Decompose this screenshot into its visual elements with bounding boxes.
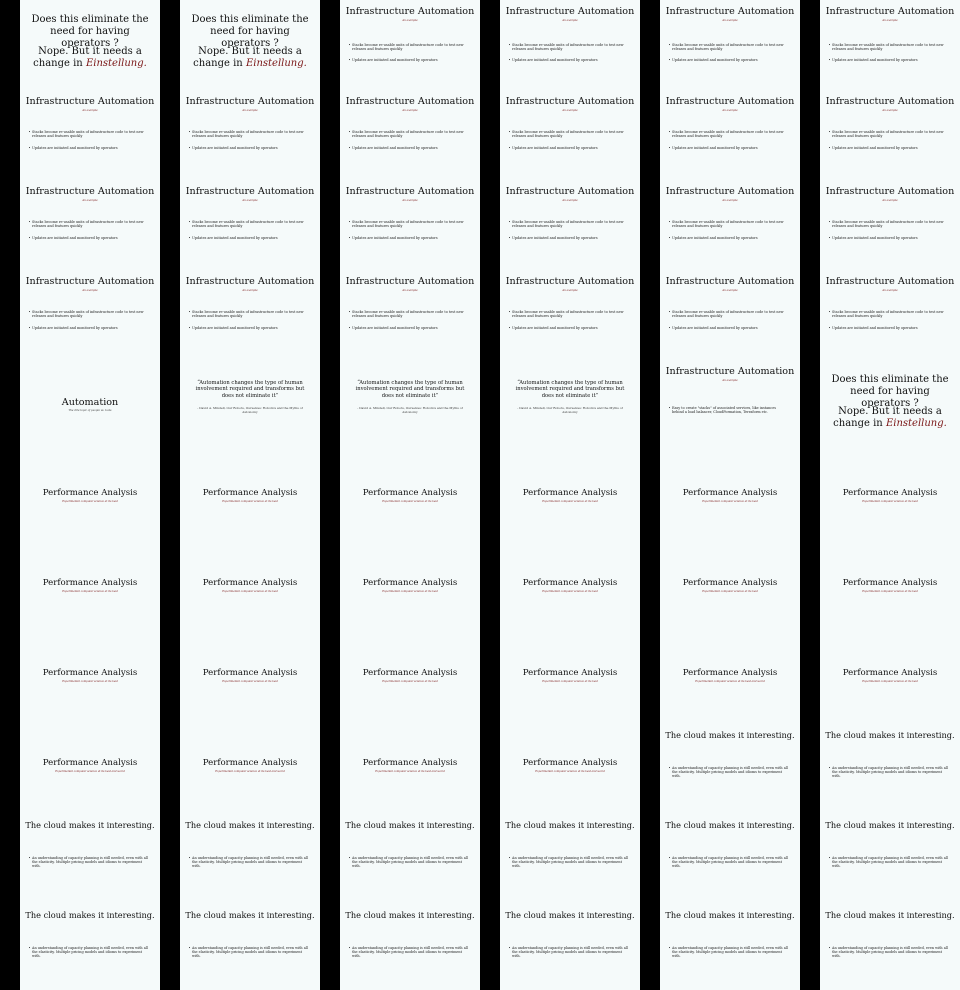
slide-title: Performance Analysis — [42, 668, 138, 678]
quote-text: “Automation changes the type of human involvement required and transforms but does not eliminate it” — [355, 380, 465, 399]
slide-subtitle: An example — [882, 289, 898, 292]
slide-title: Automation — [61, 397, 119, 408]
slide-title: Infrastructure Automation — [505, 276, 635, 287]
slide-subtitle: An example — [242, 199, 258, 202]
slide-title: The cloud makes it interesting. — [665, 910, 795, 920]
slide-infra[interactable] — [180, 90, 320, 180]
slide-infra[interactable] — [660, 360, 800, 450]
slide-bullet: • Stacks become re-usable units of infrastructure code to test new releases and features quickly — [32, 220, 148, 228]
slide-subtitle: Experimental computer science at its best — [222, 590, 278, 593]
quote-source: - David A. Mindell, Our Robots, Ourselves: Robotics and the Myths of Autonomy — [517, 406, 623, 414]
slide-bullet: • An understanding of capacity planning is still needed, even with all the elasticity. Multiple pricing models and idioms to experiment with. — [32, 946, 148, 958]
slide-cloud[interactable] — [340, 810, 480, 900]
slide-subtitle: Experimental computer science at its best — [542, 590, 598, 593]
slide-title: Infrastructure Automation — [825, 6, 955, 17]
slide-subtitle: An example — [722, 289, 738, 292]
slide-infra[interactable] — [820, 0, 960, 90]
slide-infra[interactable] — [340, 180, 480, 270]
slide-title: Infrastructure Automation — [665, 96, 795, 107]
slide-bullet: • Stacks become re-usable units of infrastructure code to test new releases and features quickly — [192, 310, 308, 318]
slide-subtitle: An example — [402, 109, 418, 112]
slide-bullet: • Stacks become re-usable units of infrastructure code to test new releases and features quickly — [192, 130, 308, 138]
slide-title: Infrastructure Automation — [25, 276, 155, 287]
slide-title: Performance Analysis — [362, 668, 458, 678]
slide-subtitle: An example — [82, 289, 98, 292]
slide-title: Infrastructure Automation — [25, 96, 155, 107]
slide-subtitle: An example — [722, 379, 738, 382]
slide-bullet: • Updates are initiated and monitored by operators — [672, 236, 788, 240]
slide-subtitle: Experimental computer science at its best — [62, 680, 118, 683]
slide-bullet: • Stacks become re-usable units of infrastructure code to test new releases and features quickly — [192, 220, 308, 228]
slide-subtitle: An example — [562, 289, 578, 292]
slide-subtitle: An example — [882, 19, 898, 22]
slide-perf[interactable] — [820, 450, 960, 540]
slide-infra[interactable] — [340, 90, 480, 180]
slide-subtitle: Experimental computer science at its best — [542, 500, 598, 503]
slide-title: Performance Analysis — [522, 578, 618, 588]
slide-subtitle: Experimental computer science at its best and worst — [695, 680, 765, 683]
slide-subtitle: An example — [242, 289, 258, 292]
slide-perf[interactable] — [660, 450, 800, 540]
slide-bullet: • Updates are initiated and monitored by operators — [352, 326, 468, 330]
slide-title: Performance Analysis — [682, 488, 778, 498]
slide-subtitle: Experimental computer science at its best — [382, 590, 438, 593]
slide-title: Does this eliminate the need for having operators ? — [191, 14, 309, 49]
slide-title: Performance Analysis — [522, 758, 618, 768]
quote-source: - David A. Mindell, Our Robots, Ourselves: Robotics and the Myths of Autonomy — [197, 406, 303, 414]
column-2 — [180, 0, 320, 990]
slide-perf[interactable] — [340, 450, 480, 540]
slide-title: Infrastructure Automation — [505, 186, 635, 197]
slide-perf[interactable] — [20, 630, 160, 720]
slide-bullet: • Stacks become re-usable units of infrastructure code to test new releases and features quickly — [832, 43, 948, 51]
slide-perf[interactable] — [20, 720, 160, 810]
slide-cloud[interactable] — [500, 900, 640, 990]
slide-title: Infrastructure Automation — [25, 186, 155, 197]
slide-title: Infrastructure Automation — [505, 96, 635, 107]
slide-title: Performance Analysis — [682, 668, 778, 678]
slide-bullet: • Updates are initiated and monitored by operators — [672, 326, 788, 330]
slide-cloud[interactable] — [20, 810, 160, 900]
slide-title: Performance Analysis — [362, 578, 458, 588]
slide-cloud[interactable] — [20, 900, 160, 990]
slide-title: Performance Analysis — [362, 758, 458, 768]
slide-title: Does this eliminate the need for having operators ? — [31, 14, 149, 49]
slide-bullet: • Stacks become re-usable units of infrastructure code to test new releases and features quickly — [32, 130, 148, 138]
slide-bullet: • An understanding of capacity planning is still needed, even with all the elasticity. Multiple pricing models and idioms to experiment with. — [832, 856, 948, 868]
slide-infra[interactable] — [820, 270, 960, 360]
slide-title: Infrastructure Automation — [665, 186, 795, 197]
slide-bullet: • Stacks become re-usable units of infrastructure code to test new releases and features quickly — [352, 130, 468, 138]
slide-bullet: • Stacks become re-usable units of infrastructure code to test new releases and features quickly — [672, 43, 788, 51]
slide-title: Performance Analysis — [42, 758, 138, 768]
slide-cloud[interactable] — [180, 810, 320, 900]
slide-answer: Nope. But it needs a change in Einstellung. — [33, 46, 147, 69]
slide-cloud[interactable] — [660, 810, 800, 900]
column-6 — [820, 0, 960, 990]
slide-subtitle: Experimental computer science at its best and worst — [55, 770, 125, 773]
slide-title: Performance Analysis — [42, 488, 138, 498]
slide-title: The cloud makes it interesting. — [825, 910, 955, 920]
slide-subtitle: The dire topic of people vs. tools — [68, 409, 112, 412]
slide-perf[interactable] — [180, 630, 320, 720]
slide-title: Performance Analysis — [522, 488, 618, 498]
slide-infra[interactable] — [180, 180, 320, 270]
slide-perf[interactable] — [180, 720, 320, 810]
slide-infra[interactable] — [340, 270, 480, 360]
slide-bullet: • An understanding of capacity planning is still needed, even with all the elasticity. Multiple pricing models and idioms to experiment with. — [672, 946, 788, 958]
slide-title: The cloud makes it interesting. — [505, 820, 635, 830]
slide-subtitle: Experimental computer science at its best and worst — [535, 770, 605, 773]
slide-cloud[interactable] — [660, 900, 800, 990]
slide-bullet: • An understanding of capacity planning is still needed, even with all the elasticity. Multiple pricing models and idioms to experiment with. — [832, 946, 948, 958]
slide-quote[interactable] — [180, 360, 320, 450]
slide-subtitle: Experimental computer science at its best — [62, 590, 118, 593]
slide-cloud[interactable] — [340, 900, 480, 990]
slide-infra[interactable] — [340, 0, 480, 90]
slide-cloud[interactable] — [820, 810, 960, 900]
slide-subtitle: Experimental computer science at its best — [542, 680, 598, 683]
slide-title: The cloud makes it interesting. — [345, 820, 475, 830]
slide-subtitle: An example — [562, 109, 578, 112]
slide-title: Infrastructure Automation — [345, 186, 475, 197]
slide-subtitle: An example — [722, 19, 738, 22]
column-5 — [660, 0, 800, 990]
slide-title: The cloud makes it interesting. — [825, 820, 955, 830]
slide-infra[interactable] — [820, 90, 960, 180]
slide-subtitle: An example — [402, 289, 418, 292]
slide-bullet: • An understanding of capacity planning is still needed, even with all the elasticity. Multiple pricing models and idioms to experiment with. — [352, 946, 468, 958]
slide-title: The cloud makes it interesting. — [505, 910, 635, 920]
slide-bullet: • Updates are initiated and monitored by operators — [832, 146, 948, 150]
slide-title: The cloud makes it interesting. — [345, 910, 475, 920]
slide-perf[interactable] — [180, 450, 320, 540]
slide-bullet: • Updates are initiated and monitored by operators — [192, 326, 308, 330]
slide-bullet: • Updates are initiated and monitored by operators — [32, 326, 148, 330]
slide-subtitle: Experimental computer science at its best — [382, 680, 438, 683]
slide-subtitle: Experimental computer science at its best — [702, 500, 758, 503]
slide-cloud[interactable] — [820, 720, 960, 810]
slide-bullet: • Stacks become re-usable units of infrastructure code to test new releases and features quickly — [512, 130, 628, 138]
slide-subtitle: Experimental computer science at its best and worst — [375, 770, 445, 773]
slide-question[interactable] — [20, 0, 160, 90]
slide-subtitle: Experimental computer science at its best — [862, 680, 918, 683]
slide-subtitle: An example — [402, 19, 418, 22]
slide-title: The cloud makes it interesting. — [825, 730, 955, 740]
slide-title: Performance Analysis — [362, 488, 458, 498]
slide-bullet: • Updates are initiated and monitored by operators — [32, 236, 148, 240]
slide-infra[interactable] — [820, 180, 960, 270]
slide-perf[interactable] — [340, 630, 480, 720]
quote-text: “Automation changes the type of human involvement required and transforms but does not eliminate it” — [195, 380, 305, 399]
slide-title: Performance Analysis — [522, 668, 618, 678]
slide-bullet: • Stacks become re-usable units of infrastructure code to test new releases and features quickly — [512, 310, 628, 318]
slide-bullet: • An understanding of capacity planning is still needed, even with all the elasticity. Multiple pricing models and idioms to experiment with. — [192, 946, 308, 958]
slide-subtitle: An example — [722, 109, 738, 112]
slide-title: Infrastructure Automation — [825, 276, 955, 287]
slide-bullet: • Updates are initiated and monitored by operators — [672, 146, 788, 150]
slide-bullet: • An understanding of capacity planning is still needed, even with all the elasticity. Multiple pricing models and idioms to experiment with. — [672, 856, 788, 868]
slide-infra[interactable] — [660, 270, 800, 360]
slide-bullet: • Updates are initiated and monitored by operators — [32, 146, 148, 150]
slide-bullet: • Stacks become re-usable units of infrastructure code to test new releases and features quickly — [32, 310, 148, 318]
slide-bullet: • Stacks become re-usable units of infrastructure code to test new releases and features quickly — [832, 310, 948, 318]
slide-bullet: • Updates are initiated and monitored by operators — [352, 236, 468, 240]
slide-bullet: • Stacks become re-usable units of infrastructure code to test new releases and features quickly — [512, 43, 628, 51]
quote-text: “Automation changes the type of human involvement required and transforms but does not eliminate it” — [515, 380, 625, 399]
slide-perf[interactable] — [500, 630, 640, 720]
slide-title: Infrastructure Automation — [345, 6, 475, 17]
column-1 — [20, 0, 160, 990]
slide-infra[interactable] — [20, 270, 160, 360]
slide-title: Performance Analysis — [42, 578, 138, 588]
slide-bullet: • Stacks become re-usable units of infrastructure code to test new releases and features quickly — [352, 220, 468, 228]
slide-cloud[interactable] — [820, 900, 960, 990]
slide-cloud[interactable] — [660, 720, 800, 810]
slide-bullet: • Updates are initiated and monitored by operators — [352, 146, 468, 150]
slide-perf[interactable] — [180, 540, 320, 630]
slide-title: Performance Analysis — [682, 578, 778, 588]
slide-title: Infrastructure Automation — [505, 6, 635, 17]
slide-bullet: • Easy to create "stacks" of associated services, like instances behind a load balancer, CloudFormation, Terraform etc. — [672, 406, 788, 414]
slide-perf[interactable] — [340, 540, 480, 630]
slide-bullet: • Updates are initiated and monitored by operators — [512, 326, 628, 330]
slide-bullet: • An understanding of capacity planning is still needed, even with all the elasticity. Multiple pricing models and idioms to experiment with. — [352, 856, 468, 868]
slide-title: The cloud makes it interesting. — [185, 910, 315, 920]
slide-subtitle: An example — [82, 199, 98, 202]
slide-perf[interactable] — [500, 540, 640, 630]
slide-bullet: • An understanding of capacity planning is still needed, even with all the elasticity. Multiple pricing models and idioms to experiment with. — [32, 856, 148, 868]
slide-subtitle: Experimental computer science at its best — [222, 680, 278, 683]
slide-perf[interactable] — [20, 450, 160, 540]
slide-bullet: • An understanding of capacity planning is still needed, even with all the elasticity. Multiple pricing models and idioms to experiment with. — [192, 856, 308, 868]
slide-cloud[interactable] — [500, 810, 640, 900]
slide-perf[interactable] — [660, 630, 800, 720]
slide-bullet: • Stacks become re-usable units of infrastructure code to test new releases and features quickly — [832, 220, 948, 228]
slide-title: Performance Analysis — [202, 758, 298, 768]
slide-bullet: • Updates are initiated and monitored by operators — [352, 58, 468, 62]
slide-title: Infrastructure Automation — [185, 276, 315, 287]
slide-bullet: • Stacks become re-usable units of infrastructure code to test new releases and features quickly — [672, 220, 788, 228]
slide-subtitle: Experimental computer science at its best — [62, 500, 118, 503]
slide-perf[interactable] — [500, 450, 640, 540]
slide-bullet: • Stacks become re-usable units of infrastructure code to test new releases and features quickly — [352, 43, 468, 51]
slide-quote[interactable] — [500, 360, 640, 450]
slide-title: The cloud makes it interesting. — [665, 820, 795, 830]
slide-answer: Nope. But it needs a change in Einstellung. — [833, 406, 947, 429]
slide-perf[interactable] — [820, 630, 960, 720]
slide-subtitle: An example — [882, 109, 898, 112]
slide-subtitle: An example — [402, 199, 418, 202]
slide-title: The cloud makes it interesting. — [25, 910, 155, 920]
slide-perf[interactable] — [500, 720, 640, 810]
slide-infra[interactable] — [500, 0, 640, 90]
slide-question[interactable] — [820, 360, 960, 450]
slide-perf[interactable] — [20, 540, 160, 630]
slide-bullet: • Updates are initiated and monitored by operators — [832, 236, 948, 240]
slide-title: Performance Analysis — [842, 668, 938, 678]
slide-title: Does this eliminate the need for having operators ? — [831, 374, 949, 409]
slide-subtitle: An example — [882, 199, 898, 202]
slide-infra[interactable] — [20, 180, 160, 270]
slide-title: Infrastructure Automation — [665, 276, 795, 287]
slide-title: Infrastructure Automation — [665, 366, 795, 377]
slide-title: Infrastructure Automation — [345, 276, 475, 287]
slide-bullet: • An understanding of capacity planning is still needed, even with all the elasticity. Multiple pricing models and idioms to experiment with. — [512, 856, 628, 868]
slide-perf[interactable] — [340, 720, 480, 810]
slide-title: Performance Analysis — [202, 488, 298, 498]
slide-bullet: • Stacks become re-usable units of infrastructure code to test new releases and features quickly — [832, 130, 948, 138]
slide-title: Infrastructure Automation — [345, 96, 475, 107]
slide-bullet: • Stacks become re-usable units of infrastructure code to test new releases and features quickly — [672, 130, 788, 138]
slide-title: The cloud makes it interesting. — [25, 820, 155, 830]
slide-subtitle: Experimental computer science at its best — [222, 500, 278, 503]
slide-infra[interactable] — [660, 180, 800, 270]
slide-title: Performance Analysis — [842, 578, 938, 588]
slide-subtitle: An example — [82, 109, 98, 112]
slide-title: Infrastructure Automation — [825, 186, 955, 197]
slide-bullet: • Updates are initiated and monitored by operators — [512, 146, 628, 150]
slide-automation[interactable] — [20, 360, 160, 450]
slide-bullet: • Updates are initiated and monitored by operators — [192, 236, 308, 240]
slide-title: The cloud makes it interesting. — [665, 730, 795, 740]
slide-bullet: • An understanding of capacity planning is still needed, even with all the elasticity. Multiple pricing models and idioms to experiment with. — [672, 766, 788, 778]
slide-subtitle: An example — [562, 19, 578, 22]
slide-infra[interactable] — [660, 90, 800, 180]
column-3 — [340, 0, 480, 990]
slide-title: Infrastructure Automation — [825, 96, 955, 107]
quote-source: - David A. Mindell, Our Robots, Ourselves: Robotics and the Myths of Autonomy — [357, 406, 463, 414]
slide-cloud[interactable] — [180, 900, 320, 990]
slide-subtitle: Experimental computer science at its best — [382, 500, 438, 503]
slide-bullet: • Stacks become re-usable units of infrastructure code to test new releases and features quickly — [352, 310, 468, 318]
slide-title: Performance Analysis — [202, 668, 298, 678]
slide-infra[interactable] — [500, 270, 640, 360]
slide-bullet: • Updates are initiated and monitored by operators — [512, 236, 628, 240]
slide-subtitle: An example — [242, 109, 258, 112]
slide-infra[interactable] — [500, 90, 640, 180]
slide-title: Infrastructure Automation — [665, 6, 795, 17]
slide-bullet: • An understanding of capacity planning is still needed, even with all the elasticity. Multiple pricing models and idioms to experiment with. — [512, 946, 628, 958]
slide-bullet: • Updates are initiated and monitored by operators — [512, 58, 628, 62]
slide-bullet: • Updates are initiated and monitored by operators — [832, 58, 948, 62]
slide-infra[interactable] — [500, 180, 640, 270]
slide-infra[interactable] — [180, 270, 320, 360]
slide-perf[interactable] — [820, 540, 960, 630]
slide-subtitle: Experimental computer science at its best — [862, 590, 918, 593]
slide-subtitle: An example — [562, 199, 578, 202]
slide-title: Infrastructure Automation — [185, 96, 315, 107]
slide-quote[interactable] — [340, 360, 480, 450]
column-4 — [500, 0, 640, 990]
slide-title: Performance Analysis — [202, 578, 298, 588]
slide-title: Infrastructure Automation — [185, 186, 315, 197]
slide-bullet: • An understanding of capacity planning is still needed, even with all the elasticity. Multiple pricing models and idioms to experiment with. — [832, 766, 948, 778]
slide-title: Performance Analysis — [842, 488, 938, 498]
slide-bullet: • Updates are initiated and monitored by operators — [672, 58, 788, 62]
slide-perf[interactable] — [660, 540, 800, 630]
slide-bullet: • Stacks become re-usable units of infrastructure code to test new releases and features quickly — [672, 310, 788, 318]
slide-subtitle: Experimental computer science at its best and worst — [215, 770, 285, 773]
slide-bullet: • Updates are initiated and monitored by operators — [832, 326, 948, 330]
slide-subtitle: Experimental computer science at its best — [702, 590, 758, 593]
slide-bullet: • Updates are initiated and monitored by operators — [192, 146, 308, 150]
slide-title: The cloud makes it interesting. — [185, 820, 315, 830]
slide-bullet: • Stacks become re-usable units of infrastructure code to test new releases and features quickly — [512, 220, 628, 228]
slide-answer: Nope. But it needs a change in Einstellung. — [193, 46, 307, 69]
slide-infra[interactable] — [660, 0, 800, 90]
slide-infra[interactable] — [20, 90, 160, 180]
slide-subtitle: An example — [722, 199, 738, 202]
slide-subtitle: Experimental computer science at its best — [862, 500, 918, 503]
slide-question[interactable] — [180, 0, 320, 90]
